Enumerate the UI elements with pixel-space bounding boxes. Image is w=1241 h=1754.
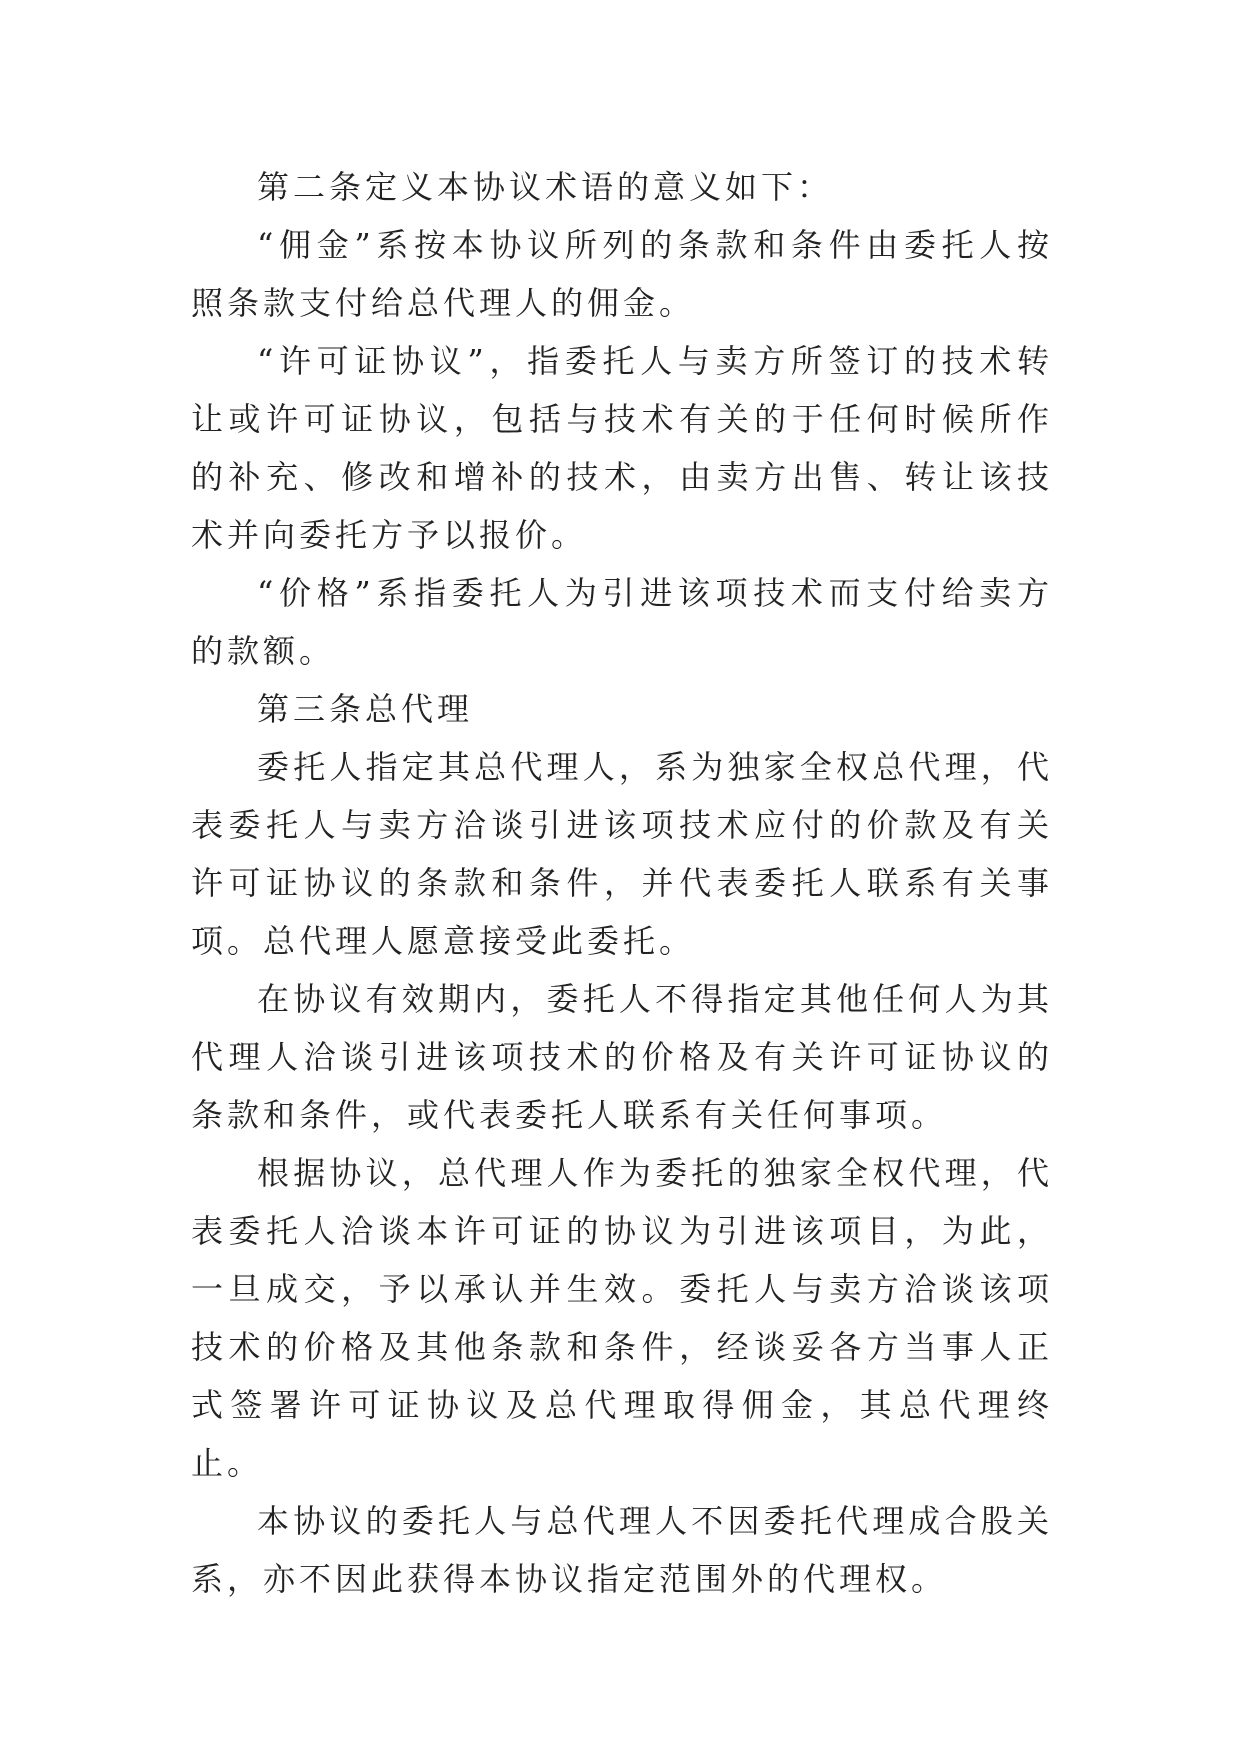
definition-price: “价格”系指委托人为引进该项技术而支付给卖方的款额。 <box>191 574 1053 670</box>
clause-3-paragraph-3: 根据协议，总代理人作为委托的独家全权代理，代表委托人洽谈本许可证的协议为引进该项目，为此，一旦成交，予以承认并生效。委托人与卖方洽谈该项技术的价格及其他条款和条件，经谈妥各方当事人正式签署许可证协议及总代理取得佣金，其总代理终止。 <box>191 1154 1053 1482</box>
document-body <box>191 158 1053 1608</box>
clause-2-heading: 第二条定义本协议术语的意义如下： <box>257 168 834 206</box>
clause-3-paragraph-2: 在协议有效期内，委托人不得指定其他任何人为其代理人洽谈引进该项技术的价格及有关许可证协议的条款和条件，或代表委托人联系有关任何事项。 <box>191 980 1053 1134</box>
clause-3-paragraph-4: 本协议的委托人与总代理人不因委托代理成合股关系，亦不因此获得本协议指定范围外的代理权。 <box>191 1502 1053 1598</box>
clause-3-heading: 第三条总代理 <box>257 690 474 728</box>
definition-license-agreement: “许可证协议”，指委托人与卖方所签订的技术转让或许可证协议，包括与技术有关的于任何时候所作的补充、修改和增补的技术，由卖方出售、转让该技术并向委托方予以报价。 <box>191 342 1053 554</box>
definition-commission: “佣金”系按本协议所列的条款和条件由委托人按照条款支付给总代理人的佣金。 <box>191 226 1053 322</box>
clause-3-paragraph-1: 委托人指定其总代理人，系为独家全权总代理，代表委托人与卖方洽谈引进该项技术应付的价款及有关许可证协议的条款和条件，并代表委托人联系有关事项。总代理人愿意接受此委托。 <box>191 748 1053 960</box>
